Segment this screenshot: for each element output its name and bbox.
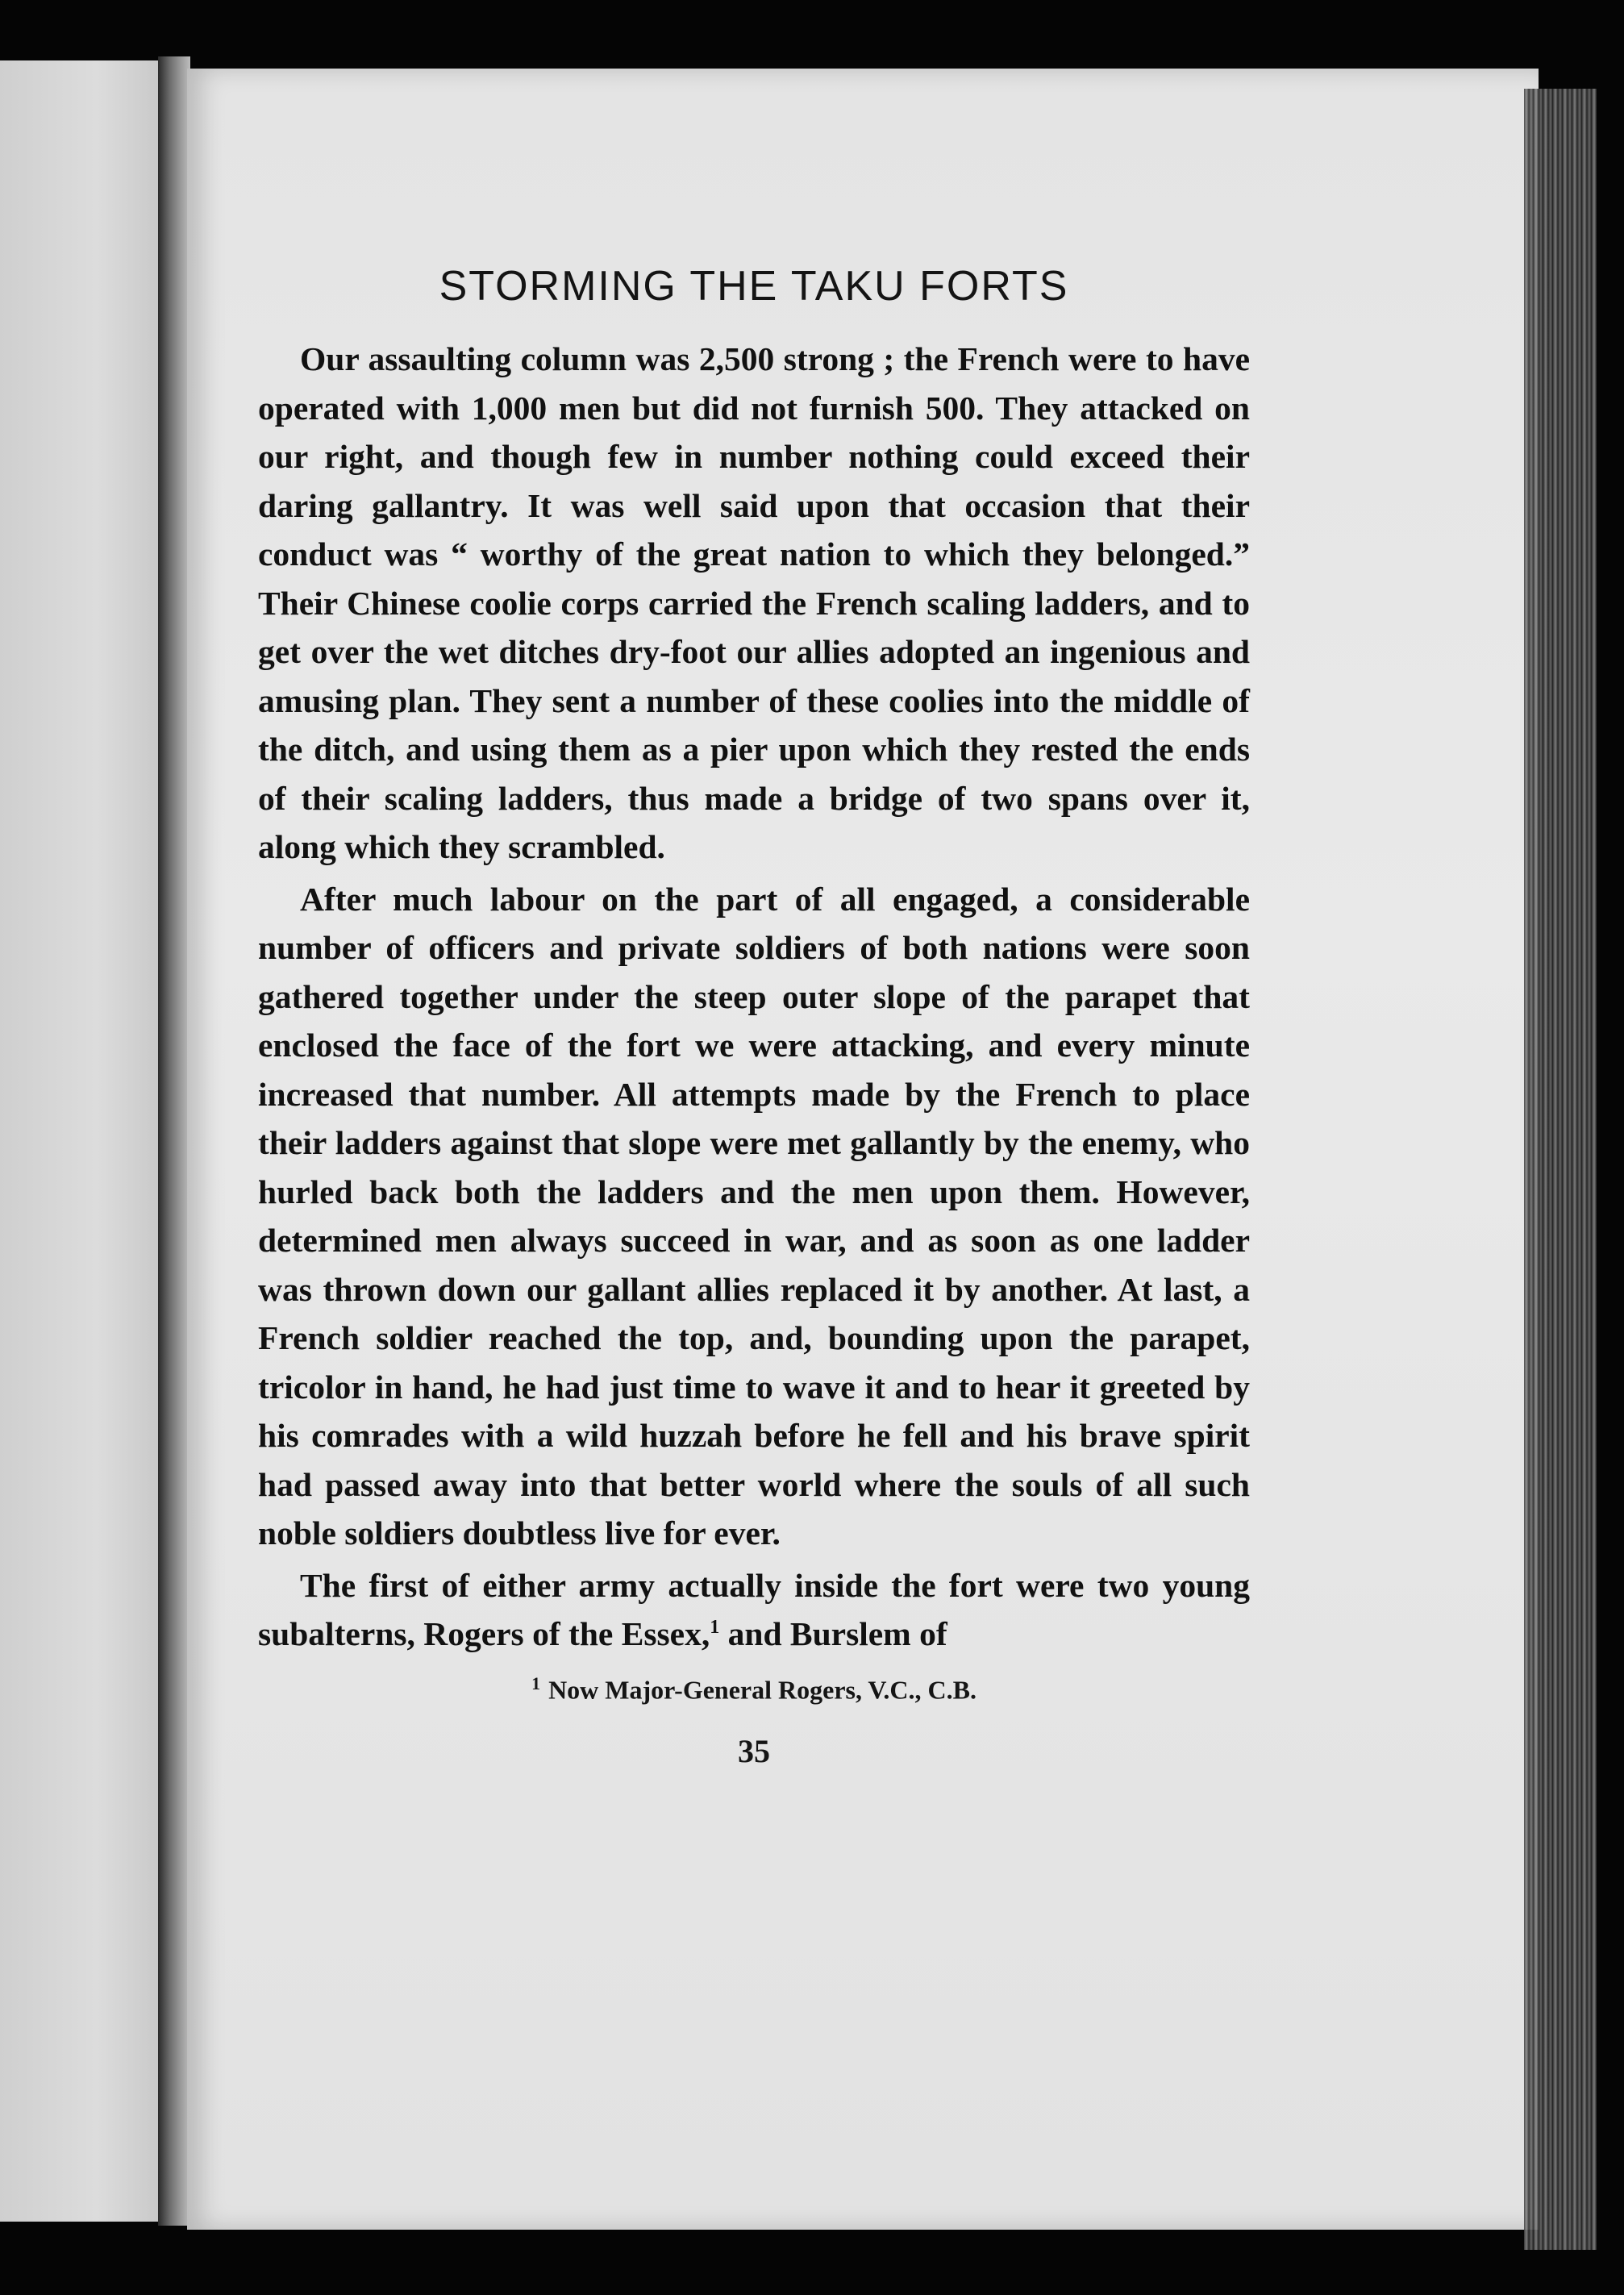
page-text-block — [258, 246, 1250, 1770]
left-page-margin — [0, 60, 161, 2222]
paragraph-3-text: The first of either army actually inside the fort were two young subalterns, Rogers of the Essex, — [258, 1566, 1250, 1652]
page-number: 35 — [738, 1733, 770, 1770]
footnote-text: Now Major-General Rogers, V.C., C.B. — [548, 1675, 976, 1705]
paragraph-1: Our assaulting column was 2,500 strong ; the French were to have operated with 1,000 men but did not furnish 500. They attacked on our right, and though few in number nothing could exceed their daring gallantry. It was well said upon that occasion that their conduct was “ worthy of the great nation to which they belonged.” Their Chinese coolie corps carried the French scaling ladders, and to get over the wet ditches dry-foot our allies adopted an ingenious and amusing plan. They sent a number of these coolies into the middle of the ditch, and using them as a pier upon which they rested the ends of their scaling ladders, thus made a bridge of two spans over it, along which they scrambled. — [258, 340, 1250, 865]
running-head: STORMING THE TAKU FORTS — [439, 263, 1069, 310]
footnote — [258, 1673, 1250, 1706]
footnote-reference: 1 — [710, 1617, 720, 1639]
page-edges — [1524, 89, 1597, 2250]
paragraph-3 — [258, 1561, 1250, 1659]
footnote-marker: 1 — [531, 1672, 541, 1693]
paragraph-2: After much labour on the part of all engaged, a considerable number of officers and private soldiers of both nations were soon gathered together under the steep outer slope of the parapet that enclosed the face of the fort we were attacking, and every minute increased that number. All attempts made by the French to place their ladders against that slope were met gallantly by the enemy, who hurled back both the ladders and the men upon them. However, determined men always succeed in war, and as soon as one ladder was thrown down our gallant allies replaced it by another. At last, a French soldier reached the top, and, bounding upon the parapet, tricolor in hand, he had just time to wave it and to hear it greeted by his comrades with a wild huzzah before he fell and his brave spirit had passed away into that better world where the souls of all such noble soldiers doubtless live for ever. — [258, 880, 1250, 1552]
book-gutter — [158, 56, 190, 2226]
paragraph-3-text-end: and Burslem of — [719, 1615, 947, 1652]
